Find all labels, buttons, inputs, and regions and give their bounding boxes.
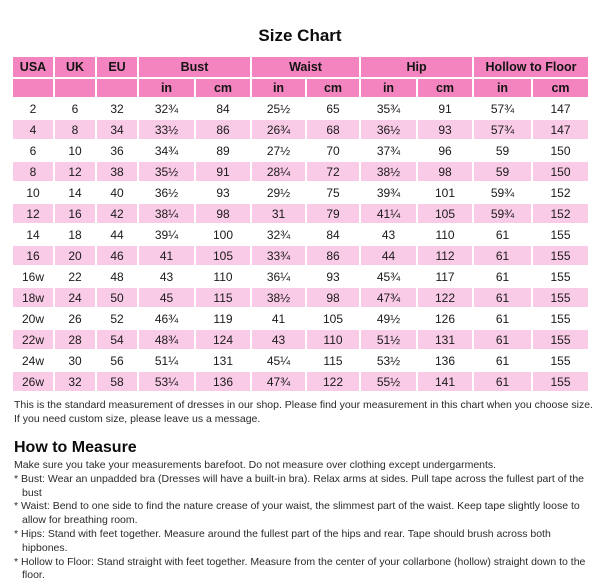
table-row — [12, 224, 589, 245]
table-cell: 86 — [306, 245, 360, 266]
table-cell: 32 — [96, 98, 138, 119]
table-cell: 55½ — [360, 371, 417, 392]
table-cell: 31 — [251, 203, 306, 224]
note-line: If you need custom size, please leave us a message. — [14, 413, 261, 425]
table-cell: 136 — [195, 371, 251, 392]
size-table-body — [12, 98, 589, 392]
measure-item: * Hollow to Floor: Stand straight with feet together. Measure from the center of your collarbone (hollow) straight down to the floor. — [14, 555, 586, 582]
table-cell: 39¾ — [360, 182, 417, 203]
table-cell: 26 — [54, 308, 96, 329]
size-chart-table — [11, 55, 590, 393]
table-cell: 34¾ — [138, 140, 195, 161]
table-cell: 38 — [96, 161, 138, 182]
page-title: Size Chart — [258, 26, 342, 45]
table-row — [12, 266, 589, 287]
table-cell: 16 — [12, 245, 54, 266]
unit-header-in: in — [473, 78, 532, 98]
table-cell: 14 — [12, 224, 54, 245]
table-cell: 61 — [473, 224, 532, 245]
measure-intro: Make sure you take your measurements barefoot. Do not measure over clothing except undergarments. — [14, 459, 497, 471]
table-cell: 12 — [12, 203, 54, 224]
table-cell: 59 — [473, 140, 532, 161]
table-cell: 36 — [96, 140, 138, 161]
table-cell: 42 — [96, 203, 138, 224]
table-cell: 93 — [195, 182, 251, 203]
measure-item: * Waist: Bend to one side to find the nature crease of your waist, the slimmest part of the waist. Keep tape slightly loose to allow for breathing room. — [14, 500, 580, 527]
table-cell: 119 — [195, 308, 251, 329]
table-cell: 16 — [54, 203, 96, 224]
table-cell: 44 — [360, 245, 417, 266]
table-cell: 36¼ — [251, 266, 306, 287]
table-cell: 155 — [532, 287, 589, 308]
table-row — [12, 182, 589, 203]
table-row — [12, 119, 589, 140]
table-row — [12, 140, 589, 161]
table-cell: 26w — [12, 371, 54, 392]
how-to-measure-section — [14, 459, 594, 583]
table-cell: 100 — [195, 224, 251, 245]
column-header-waist: Waist — [251, 56, 360, 78]
table-cell: 36½ — [138, 182, 195, 203]
table-cell: 44 — [96, 224, 138, 245]
table-cell: 43 — [360, 224, 417, 245]
table-cell: 33¾ — [251, 245, 306, 266]
unit-header-cm: cm — [532, 78, 589, 98]
table-cell: 45¼ — [251, 350, 306, 371]
measure-item: * Hips: Stand with feet together. Measure around the fullest part of the hips and rear. Tape should brush across both hipbones. — [14, 527, 551, 554]
table-cell: 131 — [195, 350, 251, 371]
table-cell: 75 — [306, 182, 360, 203]
table-cell: 22 — [54, 266, 96, 287]
table-cell: 16w — [12, 266, 54, 287]
table-cell: 58 — [96, 371, 138, 392]
table-cell: 86 — [195, 119, 251, 140]
table-cell: 115 — [195, 287, 251, 308]
table-cell: 6 — [12, 140, 54, 161]
table-cell: 35½ — [138, 161, 195, 182]
table-cell: 61 — [473, 245, 532, 266]
table-cell: 32¾ — [138, 98, 195, 119]
table-cell: 70 — [306, 140, 360, 161]
table-cell: 46 — [96, 245, 138, 266]
table-cell: 53½ — [360, 350, 417, 371]
unit-header-blank — [54, 78, 96, 98]
table-row — [12, 371, 589, 392]
table-cell: 6 — [54, 98, 96, 119]
table-cell: 51¼ — [138, 350, 195, 371]
table-cell: 93 — [306, 266, 360, 287]
table-cell: 8 — [54, 119, 96, 140]
table-cell: 43 — [251, 329, 306, 350]
unit-header-cm: cm — [306, 78, 360, 98]
column-header-bust: Bust — [138, 56, 251, 78]
table-cell: 12 — [54, 161, 96, 182]
unit-header-in: in — [138, 78, 195, 98]
table-cell: 2 — [12, 98, 54, 119]
table-cell: 61 — [473, 350, 532, 371]
measure-items — [14, 473, 594, 583]
table-cell: 57¾ — [473, 98, 532, 119]
table-cell: 39¼ — [138, 224, 195, 245]
table-cell: 46¾ — [138, 308, 195, 329]
unit-header-cm: cm — [417, 78, 473, 98]
table-cell: 124 — [195, 329, 251, 350]
table-cell: 41 — [251, 308, 306, 329]
table-cell: 59¾ — [473, 203, 532, 224]
table-cell: 30 — [54, 350, 96, 371]
table-cell: 61 — [473, 287, 532, 308]
table-cell: 35¾ — [360, 98, 417, 119]
header-group-row — [12, 56, 589, 78]
table-cell: 26¾ — [251, 119, 306, 140]
table-cell: 57¾ — [473, 119, 532, 140]
table-cell: 20w — [12, 308, 54, 329]
table-cell: 91 — [417, 98, 473, 119]
column-header-eu: EU — [96, 56, 138, 78]
table-cell: 29½ — [251, 182, 306, 203]
table-cell: 65 — [306, 98, 360, 119]
table-cell: 147 — [532, 119, 589, 140]
table-cell: 61 — [473, 329, 532, 350]
table-cell: 152 — [532, 182, 589, 203]
table-cell: 40 — [96, 182, 138, 203]
table-cell: 155 — [532, 371, 589, 392]
table-cell: 41 — [138, 245, 195, 266]
table-cell: 61 — [473, 371, 532, 392]
table-cell: 24 — [54, 287, 96, 308]
table-cell: 112 — [417, 245, 473, 266]
table-cell: 68 — [306, 119, 360, 140]
table-cell: 50 — [96, 287, 138, 308]
table-cell: 89 — [195, 140, 251, 161]
table-cell: 155 — [532, 308, 589, 329]
table-cell: 155 — [532, 245, 589, 266]
column-header-hip: Hip — [360, 56, 473, 78]
table-cell: 41¼ — [360, 203, 417, 224]
table-cell: 155 — [532, 266, 589, 287]
header-unit-row — [12, 78, 589, 98]
table-cell: 4 — [12, 119, 54, 140]
table-cell: 45¾ — [360, 266, 417, 287]
table-cell: 147 — [532, 98, 589, 119]
table-header — [12, 56, 589, 98]
table-cell: 155 — [532, 329, 589, 350]
unit-header-in: in — [251, 78, 306, 98]
table-cell: 47¾ — [360, 287, 417, 308]
table-cell: 84 — [195, 98, 251, 119]
table-cell: 122 — [306, 371, 360, 392]
table-cell: 61 — [473, 266, 532, 287]
table-cell: 48 — [96, 266, 138, 287]
table-cell: 38½ — [251, 287, 306, 308]
table-cell: 53¼ — [138, 371, 195, 392]
table-row — [12, 203, 589, 224]
table-cell: 117 — [417, 266, 473, 287]
table-cell: 38¼ — [138, 203, 195, 224]
table-row — [12, 287, 589, 308]
table-cell: 155 — [532, 224, 589, 245]
table-cell: 32 — [54, 371, 96, 392]
table-cell: 122 — [417, 287, 473, 308]
table-cell: 110 — [306, 329, 360, 350]
table-cell: 14 — [54, 182, 96, 203]
table-cell: 38½ — [360, 161, 417, 182]
table-cell: 10 — [54, 140, 96, 161]
table-cell: 152 — [532, 203, 589, 224]
table-row — [12, 308, 589, 329]
table-cell: 98 — [306, 287, 360, 308]
table-cell: 61 — [473, 308, 532, 329]
table-cell: 110 — [417, 224, 473, 245]
table-cell: 150 — [532, 140, 589, 161]
table-cell: 131 — [417, 329, 473, 350]
table-cell: 56 — [96, 350, 138, 371]
table-cell: 141 — [417, 371, 473, 392]
how-to-measure-heading: How to Measure — [14, 439, 137, 456]
measure-item: * Bust: Wear an unpadded bra (Dresses will have a built-in bra). Relax arms at sides. Pull tape across the fullest part of the bust — [14, 472, 584, 499]
table-cell: 115 — [306, 350, 360, 371]
table-cell: 25½ — [251, 98, 306, 119]
table-row — [12, 98, 589, 119]
table-cell: 27½ — [251, 140, 306, 161]
table-cell: 43 — [138, 266, 195, 287]
table-row — [12, 161, 589, 182]
column-header-uk: UK — [54, 56, 96, 78]
table-cell: 22w — [12, 329, 54, 350]
table-cell: 155 — [532, 350, 589, 371]
note-line: This is the standard measurement of dresses in our shop. Please find your measurement in this chart when you choose size. — [14, 399, 593, 411]
unit-header-blank — [96, 78, 138, 98]
table-cell: 18 — [54, 224, 96, 245]
table-cell: 52 — [96, 308, 138, 329]
table-cell: 91 — [195, 161, 251, 182]
table-cell: 45 — [138, 287, 195, 308]
unit-header-cm: cm — [195, 78, 251, 98]
table-cell: 51½ — [360, 329, 417, 350]
table-cell: 136 — [417, 350, 473, 371]
table-cell: 105 — [195, 245, 251, 266]
table-cell: 28 — [54, 329, 96, 350]
table-cell: 105 — [306, 308, 360, 329]
table-cell: 84 — [306, 224, 360, 245]
table-cell: 96 — [417, 140, 473, 161]
table-cell: 48¾ — [138, 329, 195, 350]
table-cell: 10 — [12, 182, 54, 203]
table-cell: 18w — [12, 287, 54, 308]
table-cell: 93 — [417, 119, 473, 140]
table-cell: 101 — [417, 182, 473, 203]
standard-measurement-note — [14, 398, 600, 426]
table-cell: 59¾ — [473, 182, 532, 203]
table-cell: 49½ — [360, 308, 417, 329]
table-cell: 32¾ — [251, 224, 306, 245]
table-row — [12, 329, 589, 350]
table-cell: 98 — [195, 203, 251, 224]
unit-header-in: in — [360, 78, 417, 98]
table-cell: 105 — [417, 203, 473, 224]
table-cell: 28¼ — [251, 161, 306, 182]
table-cell: 110 — [195, 266, 251, 287]
column-header-usa: USA — [12, 56, 54, 78]
table-cell: 34 — [96, 119, 138, 140]
table-cell: 72 — [306, 161, 360, 182]
table-cell: 36½ — [360, 119, 417, 140]
table-cell: 20 — [54, 245, 96, 266]
table-cell: 24w — [12, 350, 54, 371]
table-cell: 59 — [473, 161, 532, 182]
table-cell: 33½ — [138, 119, 195, 140]
table-cell: 79 — [306, 203, 360, 224]
table-cell: 37¾ — [360, 140, 417, 161]
table-cell: 98 — [417, 161, 473, 182]
table-row — [12, 245, 589, 266]
table-cell: 47¾ — [251, 371, 306, 392]
unit-header-blank — [12, 78, 54, 98]
table-row — [12, 350, 589, 371]
table-cell: 150 — [532, 161, 589, 182]
column-header-hollow-to-floor: Hollow to Floor — [473, 56, 589, 78]
table-cell: 54 — [96, 329, 138, 350]
table-cell: 8 — [12, 161, 54, 182]
table-cell: 126 — [417, 308, 473, 329]
